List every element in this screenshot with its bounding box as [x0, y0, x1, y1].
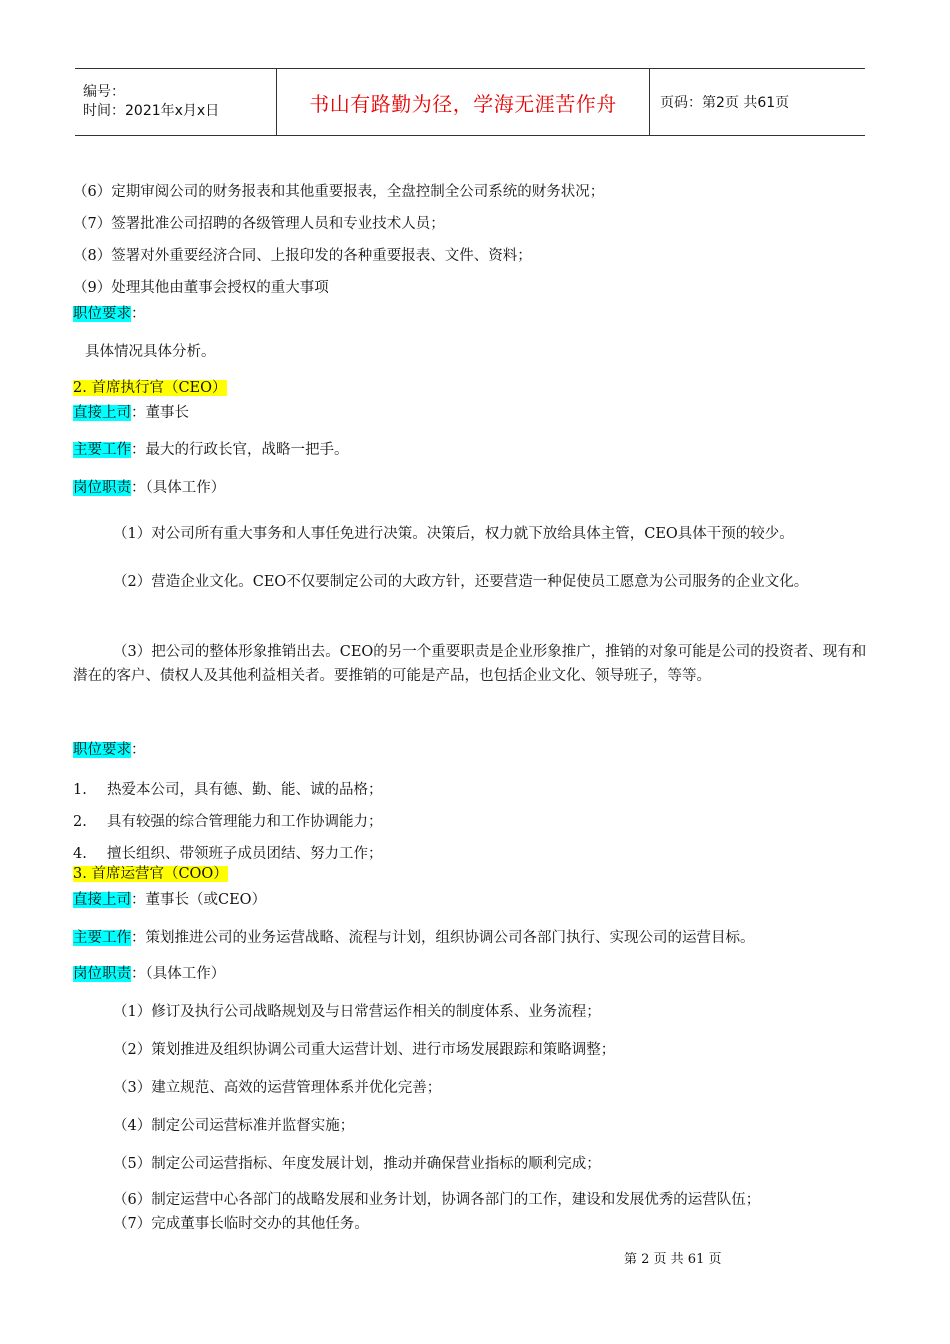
coo-duty-item: （6）制定运营中心各部门的战略发展和业务计划，协调各部门的工作，建设和发展优秀的运营队伍； — [113, 1192, 761, 1208]
time-label: 时间：2021年x月x日 — [83, 103, 220, 119]
duty-item: （8）签署对外重要经济合同、上报印发的各种重要报表、文件、资料； — [73, 248, 532, 264]
boss-value: ：董事长（或CEO） — [131, 892, 267, 908]
coo-duty-item: （1）修订及执行公司战略规划及与日常营运作相关的制度体系、业务流程； — [113, 1004, 601, 1020]
section1-req-text: 具体情况具体分析。 — [85, 344, 216, 360]
motto-text: 书山有路勤为径，学海无涯苦作舟 — [309, 91, 617, 116]
duty-value: ：（具体工作） — [131, 966, 226, 982]
section-title-ceo — [73, 376, 227, 397]
ceo-boss — [73, 401, 189, 422]
req-text: 具有较强的综合管理能力和工作协调能力； — [107, 814, 383, 830]
work-label: 主要工作 — [73, 930, 131, 946]
colon: ： — [131, 742, 146, 758]
ceo-work — [73, 438, 349, 459]
ceo-duty-item: （2）营造企业文化。CEO不仅要制定公司的大政方针，还要营造一种促使员工愿意为公司服务的企业文化。 — [113, 574, 809, 590]
work-label: 主要工作 — [73, 442, 131, 458]
req-label: 职位要求 — [73, 306, 131, 322]
coo-boss — [73, 888, 266, 909]
ceo-req-heading — [73, 738, 146, 759]
header-page-info — [650, 69, 865, 135]
ceo-duty-heading — [73, 476, 225, 497]
req-text: 擅长组织、带领班子成员团结、努力工作； — [107, 846, 383, 862]
colon: ： — [131, 306, 146, 322]
duty-item: （7）签署批准公司招聘的各级管理人员和专业技术人员； — [73, 216, 445, 232]
number-label: 编号： — [83, 84, 125, 100]
page-footer: 第 2 页 共 61 页 — [624, 1252, 722, 1267]
ceo-title: 2. 首席执行官（CEO） — [73, 380, 227, 396]
coo-duty-item: （2）策划推进及组织协调公司重大运营计划、进行市场发展跟踪和策略调整； — [113, 1042, 616, 1058]
duty-item: （6）定期审阅公司的财务报表和其他重要报表，全盘控制全公司系统的财务状况； — [73, 184, 605, 200]
coo-duty-heading — [73, 962, 225, 983]
duty-item: （9）处理其他由董事会授权的重大事项 — [73, 280, 329, 296]
header-meta — [75, 69, 277, 135]
boss-label: 直接上司 — [73, 405, 131, 421]
section-title-coo — [73, 862, 228, 883]
coo-duty-item: （4）制定公司运营标准并监督实施； — [113, 1118, 355, 1134]
section1-req-heading — [73, 302, 146, 323]
ceo-req-item — [73, 810, 383, 831]
ceo-req-item — [73, 842, 383, 863]
page-info-text: 页码：第2页 共61页 — [660, 95, 790, 111]
duty-label: 岗位职责 — [73, 966, 131, 982]
ceo-duty-item: （3）把公司的整体形象推销出去。CEO的另一个重要职责是企业形象推广，推销的对象可能是公司的投资者、现有和潜在的客户、债权人及其他利益相关者。要推销的可能是产品，也包括企业文化、领导班子，等等。 — [73, 644, 867, 684]
page-header — [75, 68, 865, 136]
coo-duty-item: （5）制定公司运营指标、年度发展计划，推动并确保营业指标的顺利完成； — [113, 1156, 601, 1172]
ceo-duty-item: （1）对公司所有重大事务和人事任免进行决策。决策后，权力就下放给具体主管，CEO具体干预的较少。 — [113, 526, 794, 542]
ceo-req-item — [73, 778, 383, 799]
req-text: 热爱本公司，具有德、勤、能、诚的品格； — [107, 782, 383, 798]
req-num: 1. — [73, 782, 87, 798]
coo-duty-item: （3）建立规范、高效的运营管理体系并优化完善； — [113, 1080, 442, 1096]
boss-label: 直接上司 — [73, 892, 131, 908]
duty-value: ：（具体工作） — [131, 480, 226, 496]
header-motto — [277, 69, 650, 135]
req-num: 4. — [73, 846, 87, 862]
boss-value: ：董事长 — [131, 405, 189, 421]
coo-title: 3. 首席运营官（COO） — [73, 866, 228, 882]
coo-duty-item: （7）完成董事长临时交办的其他任务。 — [113, 1216, 369, 1232]
work-value: ：最大的行政长官，战略一把手。 — [131, 442, 349, 458]
req-label: 职位要求 — [73, 742, 131, 758]
duty-label: 岗位职责 — [73, 480, 131, 496]
work-value: ：策划推进公司的业务运营战略、流程与计划，组织协调公司各部门执行、实现公司的运营目标。 — [131, 930, 755, 946]
coo-work — [73, 926, 755, 947]
req-num: 2. — [73, 814, 87, 830]
